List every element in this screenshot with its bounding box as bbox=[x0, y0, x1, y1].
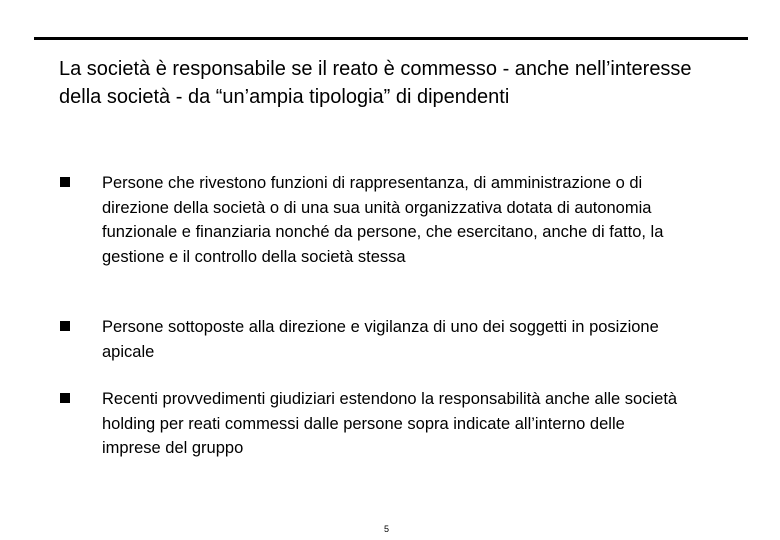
title-divider-line bbox=[34, 37, 748, 40]
bullet-text: Persone che rivestono funzioni di rappresentanza, di amministrazione o di direzione della società o di una sua unità organizzativa dotata di autonomia funzionale e finanziaria nonché da persone, che esercitano, anche di fatto, la gestione e il controllo della società stessa bbox=[102, 174, 664, 266]
bullet-text: Recenti provvedimenti giudiziari estendono la responsabilità anche alle società holding per reati commessi dalle persone sopra indicate all’interno delle imprese del gruppo bbox=[102, 390, 678, 457]
slide-title: La società è responsabile se il reato è commesso - anche nell’interesse della società - da “un’ampia tipologia” di dipendenti bbox=[59, 58, 692, 108]
bullet-text: Persone sottoposte alla direzione e vigilanza di uno dei soggetti in posizione apicale bbox=[102, 318, 659, 361]
square-bullet-icon bbox=[60, 393, 70, 403]
page-number: 5 bbox=[384, 524, 390, 534]
square-bullet-icon bbox=[60, 177, 70, 187]
square-bullet-icon bbox=[60, 321, 70, 331]
